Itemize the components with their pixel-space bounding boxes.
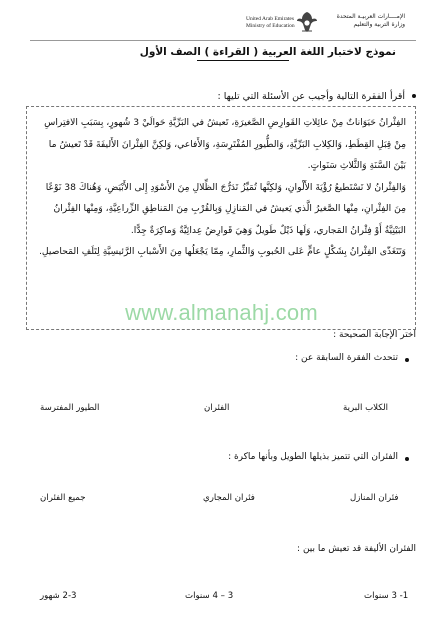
- question-2-option-3[interactable]: جميع الفئران: [40, 493, 86, 503]
- watermark: www.almanahj.com: [125, 300, 318, 325]
- ministry-en-line1: United Arab Emirates: [246, 16, 294, 22]
- question-1-text: تتحدث الفقرة السابقة عن :: [295, 353, 398, 363]
- question-3-text: الفئران الأليفة قد تعيش ما بين :: [297, 544, 416, 554]
- question-2-option-2[interactable]: فئران المجاري: [203, 493, 255, 503]
- ministry-name-arabic: [325, 13, 405, 29]
- question-3-option-2[interactable]: 3 – 4 سنوات: [185, 591, 234, 601]
- uae-falcon-emblem-icon: [296, 10, 318, 34]
- question-2-text: الفئران التي تتميز بذيلها الطويل وبأنها ماكرة :: [228, 452, 398, 462]
- ministry-ar-line2: وزارة التربية والتعليم: [353, 21, 405, 28]
- title-underline: [197, 60, 289, 61]
- passage-paragraph: وَالفِئْرانُ لا تَسْتَطيعُ رُؤْيَةَ الأَلْوانِ، وَلكِنَّها تُمَيِّزُ تَدَرُّجَ الظِّلالِ مِنَ الأَسْوَدِ إِلى الأَبْيَضِ، وَهُناكَ 38 نَوْعًا مِنَ الفِئْرانِ، مِنْها الصَّغيرُ الَّذي يَعيشُ في المَنازِلِ وَبِالقُرْبِ مِنَ المَناطِقِ الزِّراعِيَّةِ، وَمِنْها الفِئْرانُ البَيْتِيَّةُ أَوْ فِئْرانُ المَجاري، وَلَها ذَيْلٌ طَويلٌ وَهِيَ قَوارِضُ عِدائِيَّةٌ وَماكِرَةٌ جِدًّا.: [45, 181, 406, 236]
- reading-passage: [34, 112, 406, 263]
- passage-paragraph: وَتَتَغَذّى الفِئْرانُ بِشَكْلٍ عامٍّ عَلى الحُبوبِ وَالثِّمارِ، مِمّا يَجْعَلُها مِنَ الأَسْبابِ الرَّئيسِيَّةِ لِتَلَفِ المَحاصيلِ.: [38, 246, 406, 257]
- question-1-option-2[interactable]: الفئران: [204, 403, 230, 413]
- question-3-option-1[interactable]: 1- 3 سنوات: [364, 591, 409, 601]
- question-1-option-3[interactable]: الطيور المفترسة: [40, 403, 100, 413]
- question-3-option-3[interactable]: 2-3 شهور: [40, 591, 77, 601]
- header-divider: [30, 40, 416, 41]
- ministry-ar-line1: الإمــــارات العربيـة المتحدة: [336, 13, 405, 20]
- ministry-name-english: [246, 16, 295, 30]
- page-title: نموذج لاختبار اللغة العربية ( القراءة ) الصف الأول: [139, 46, 396, 58]
- bullet: [412, 94, 416, 98]
- bullet: [405, 457, 409, 461]
- ministry-en-line2: Ministry of Education: [246, 23, 295, 29]
- passage-paragraph: الفِئْرانُ حَيَوَاناتٌ مِنْ عائِلاتِ القَوارِضِ الصَّغيرَةِ، تَعيشُ في البَرِّيَّةِ حَوالَيْ 3 شُهورٍ، بِسَبَبِ الافتِراسِ مِنْ قِبَلِ القِطَطِ، وَالكِلابِ البَرِّيَّةِ، وَالطُّيورِ المُفْتَرِسَةِ، وَالأَفاعي، وَلكِنَّ الفِئْرانَ الأَليفَةَ قَدْ تَعيشُ ما بَيْنَ السَّنَةِ وَالثَّلاثِ سَنَواتٍ.: [44, 117, 406, 171]
- bullet: [405, 358, 409, 362]
- question-1-option-1[interactable]: الكلاب البرية: [343, 403, 389, 413]
- instruction-text: أقرأ الفقرة التالية وأجيب عن الأسئلة التي تليها :: [217, 91, 405, 102]
- question-2-option-1[interactable]: فئران المنازل: [350, 493, 399, 503]
- choose-answer-heading: اختر الإجابة الصحيحة :: [333, 330, 416, 340]
